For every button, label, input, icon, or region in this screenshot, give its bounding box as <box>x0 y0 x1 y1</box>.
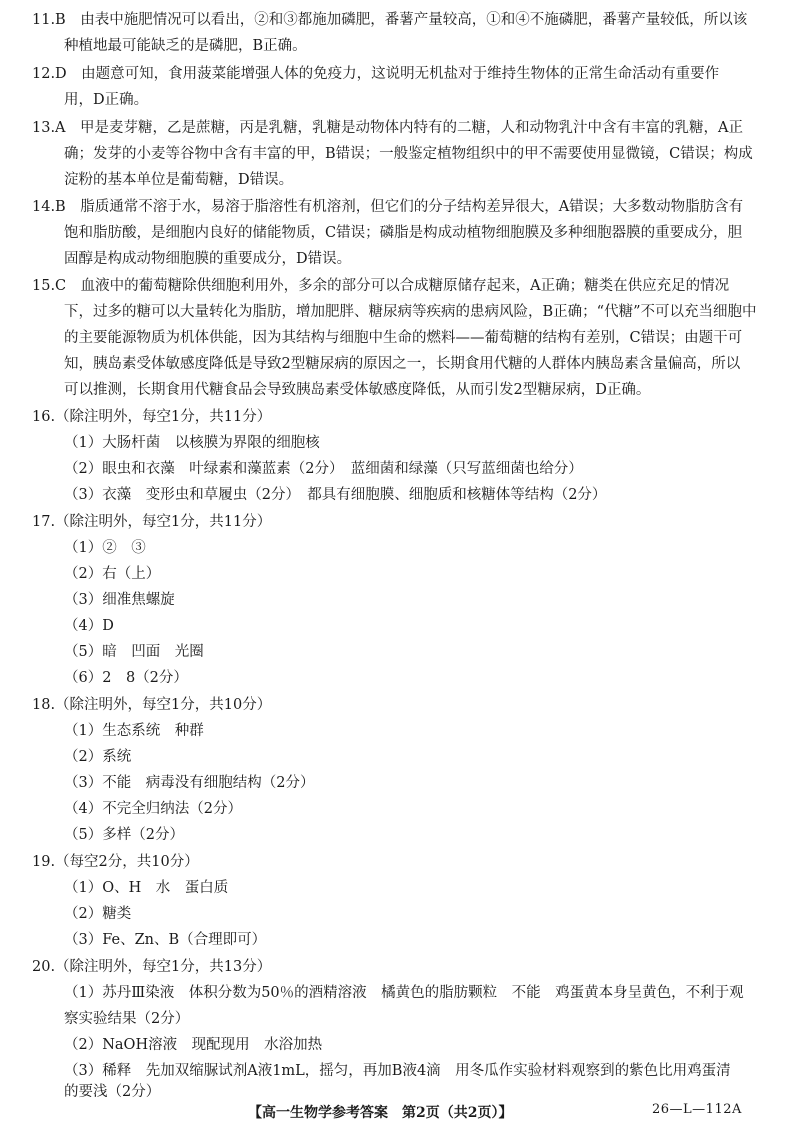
footer-code: 26—L—112A <box>652 1102 742 1117</box>
answer-16-sub-3: （3）衣藻 变形虫和草履虫（2分） 都具有细胞膜、细胞质和核糖体等结构（2分） <box>64 487 607 503</box>
answer-12-line-1: 12.D 由题意可知，食用菠菜能增强人体的免疫力，这说明无机盐对于维持生物体的正常生命活动有重要作 <box>32 66 720 82</box>
answer-18-sub-1: （1）生态系统 种群 <box>64 723 204 739</box>
answer-17-sub-5: （5）暗 凹面 光圈 <box>64 644 204 660</box>
answer-20-sub-1-line-2: 察实验结果（2分） <box>64 1011 190 1027</box>
answer-17-sub-3: （3）细准焦螺旋 <box>64 592 175 608</box>
answer-17-sub-4: （4）D <box>64 618 114 634</box>
answer-14-line-2: 饱和脂肪酸，是细胞内良好的储能物质，C错误；磷脂是构成动植物细胞膜及多种细胞器膜的重要成分，胆 <box>64 225 743 241</box>
answer-16-sub-1: （1）大肠杆菌 以核膜为界限的细胞核 <box>64 435 320 451</box>
answer-20-sub-1-line-1: （1）苏丹Ⅲ染液 体积分数为50％的酒精溶液 橘黄色的脂肪颗粒 不能 鸡蛋黄本身呈黄色，不利于观 <box>64 985 744 1001</box>
answer-15-line-1: 15.C 血液中的葡萄糖除供细胞利用外，多余的部分可以合成糖原储存起来，A正确；糖类在供应充足的情况 <box>32 278 730 294</box>
answer-13-line-2: 确；发芽的小麦等谷物中含有丰富的甲，B错误；一般鉴定植物组织中的甲不需要使用显微镜，C错误；构成 <box>64 146 753 162</box>
answer-19-sub-2: （2）糖类 <box>64 906 132 922</box>
answer-11-line-1: 11.B 由表中施肥情况可以看出，②和③都施加磷肥，番薯产量较高，①和④不施磷肥，番薯产量较低，所以该 <box>32 12 748 28</box>
answer-15-line-3: 的主要能源物质为机体供能，因为其结构与细胞中生命的燃料——葡萄糖的结构有差别，C错误；由题干可 <box>64 330 743 346</box>
answer-18-sub-3: （3）不能 病毒没有细胞结构（2分） <box>64 775 315 791</box>
answer-15-line-4: 知，胰岛素受体敏感度降低是导致2型糖尿病的原因之一，长期食用代糖的人群体内胰岛素含量偏高，所以 <box>64 356 741 372</box>
footer-title: 【高一生物学参考答案 第2页（共2页）】 <box>248 1105 513 1121</box>
answer-19-sub-3: （3）Fe、Zn、B（合理即可） <box>64 932 267 948</box>
answer-13-line-1: 13.A 甲是麦芽糖，乙是蔗糖，丙是乳糖，乳糖是动物体内特有的二糖，人和动物乳汁中含有丰富的乳糖，A正 <box>32 120 743 136</box>
answer-18-header: 18.（除注明外，每空1分，共10分） <box>32 697 272 713</box>
answer-20-sub-2: （2）NaOH溶液 现配现用 水浴加热 <box>64 1037 323 1053</box>
answer-16-header: 16.（除注明外，每空1分，共11分） <box>32 409 272 425</box>
answer-17-sub-6: （6）2 8（2分） <box>64 670 188 686</box>
answer-18-sub-2: （2）系统 <box>64 749 132 765</box>
answer-15-line-5: 可以推测，长期食用代糖食品会导致胰岛素受体敏感度降低，从而引发2型糖尿病，D正确。 <box>64 382 651 398</box>
answer-18-sub-4: （4）不完全归纳法（2分） <box>64 801 242 817</box>
answer-11-line-2: 种植地最可能缺乏的是磷肥，B正确。 <box>64 38 307 54</box>
answer-17-sub-2: （2）右（上） <box>64 566 161 582</box>
answer-13-line-3: 淀粉的基本单位是葡萄糖，D错误。 <box>64 172 294 188</box>
answer-14-line-3: 固醇是构成动物细胞膜的重要成分，D错误。 <box>64 251 352 267</box>
answer-14-line-1: 14.B 脂质通常不溶于水，易溶于脂溶性有机溶剂，但它们的分子结构差异很大，A错误；大多数动物脂肪含有 <box>32 199 744 215</box>
answer-19-header: 19.（每空2分，共10分） <box>32 854 199 870</box>
answer-17-header: 17.（除注明外，每空1分，共11分） <box>32 514 272 530</box>
answer-12-line-2: 用，D正确。 <box>64 92 149 108</box>
answer-15-line-2: 下，过多的糖可以大量转化为脂肪，增加肥胖、糖尿病等疾病的患病风险，B正确；“代糖”不可以充当细胞中 <box>64 304 757 320</box>
answer-19-sub-1: （1）O、H 水 蛋白质 <box>64 880 229 896</box>
answer-18-sub-5: （5）多样（2分） <box>64 827 184 843</box>
answer-20-sub-3-line-2: 的要浅（2分） <box>64 1084 161 1100</box>
answer-20-header: 20.（除注明外，每空1分，共13分） <box>32 959 272 975</box>
answer-16-sub-2: （2）眼虫和衣藻 叶绿素和藻蓝素（2分） 蓝细菌和绿藻（只写蓝细菌也给分） <box>64 461 583 477</box>
answer-17-sub-1: （1）② ③ <box>64 540 146 556</box>
answer-20-sub-3-line-1: （3）稀释 先加双缩脲试剂A液1mL，摇匀，再加B液4滴 用冬瓜作实验材料观察到的紫色比用鸡蛋清 <box>64 1063 731 1079</box>
